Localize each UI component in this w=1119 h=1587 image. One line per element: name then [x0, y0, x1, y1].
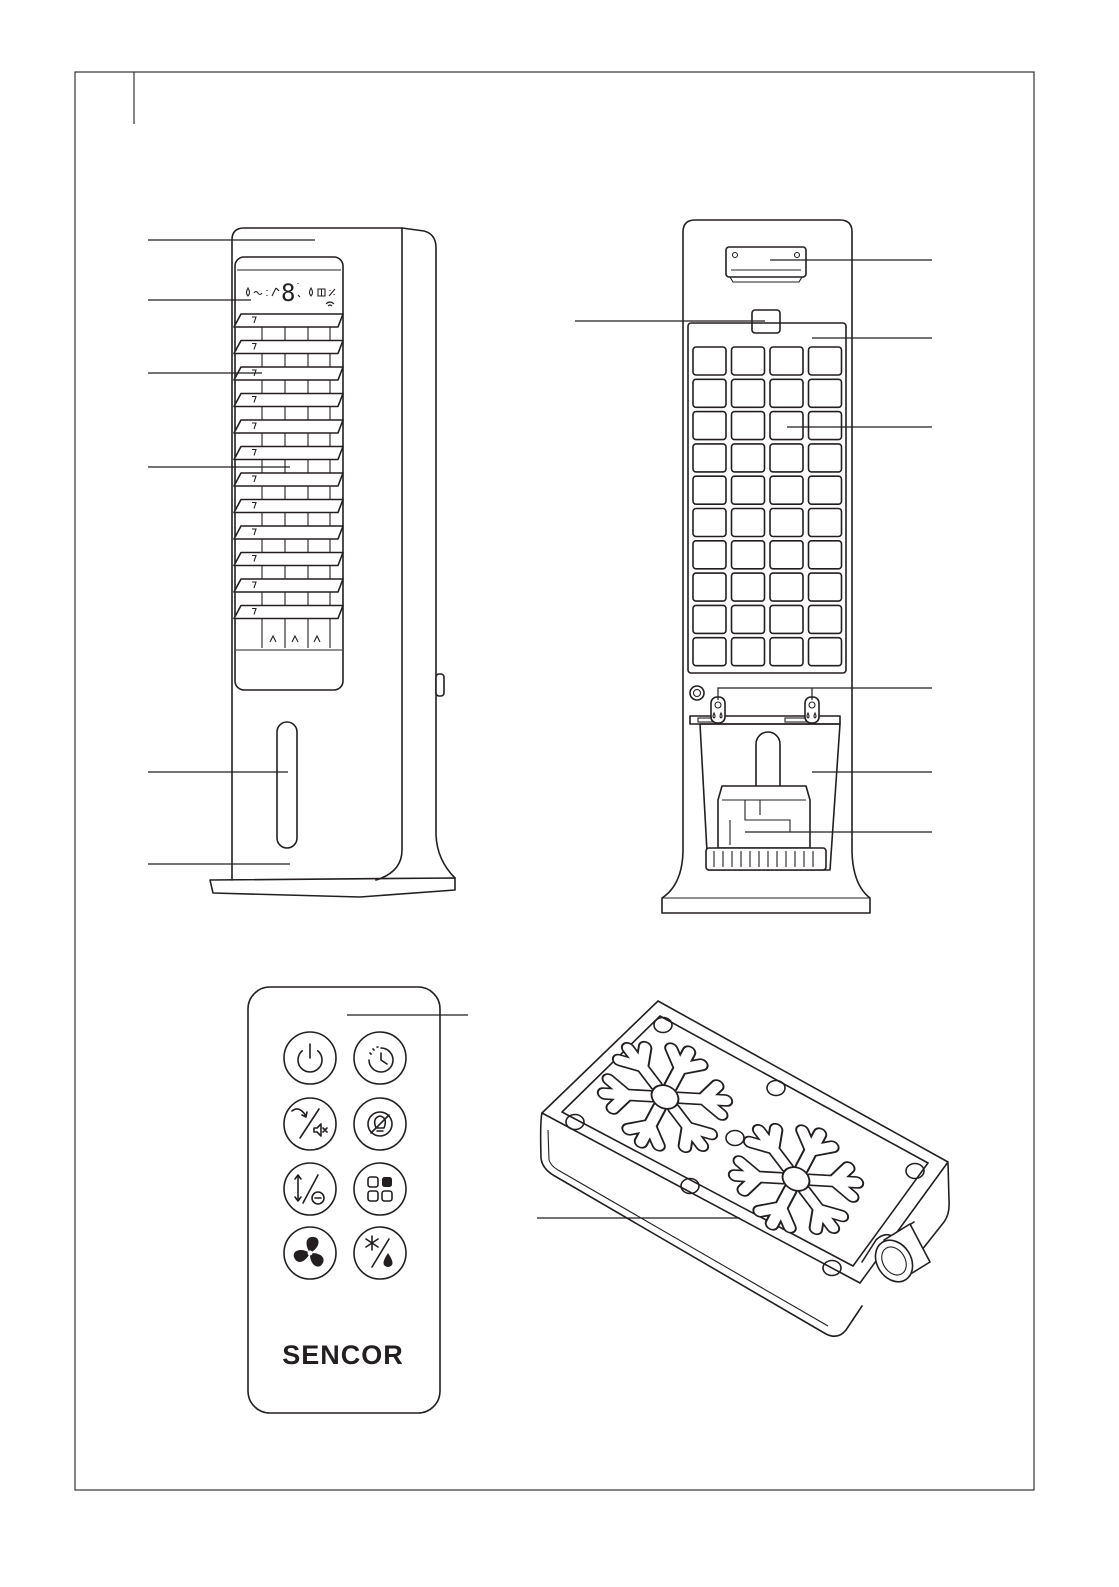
light-off-icon	[368, 1112, 392, 1136]
grid-icon	[318, 289, 325, 296]
filter-cell	[693, 444, 726, 472]
filter-grid	[693, 347, 842, 666]
hook-tab	[805, 697, 819, 723]
filter-cell	[732, 573, 765, 601]
louver	[234, 314, 343, 327]
louver	[234, 526, 343, 539]
snowflake-right	[716, 1104, 877, 1254]
filter-cell	[732, 347, 765, 375]
wifi-icon	[326, 302, 334, 306]
filter-cell	[809, 573, 842, 601]
filter-cell	[809, 605, 842, 633]
filter-cell	[770, 605, 803, 633]
screw-head	[690, 686, 704, 700]
screw-slot	[694, 690, 701, 697]
cool-humidify-icon	[366, 1236, 393, 1267]
timer-icon	[369, 1047, 393, 1072]
filter-cell	[809, 347, 842, 375]
filter-cell	[809, 444, 842, 472]
filter-cell	[809, 541, 842, 569]
swing-mute-icon	[292, 1109, 327, 1138]
filter-cell	[693, 412, 726, 440]
louver	[234, 500, 343, 513]
filter-cell	[770, 509, 803, 537]
filter-cell	[732, 509, 765, 537]
filter-cell	[732, 379, 765, 407]
mode-icon	[368, 1177, 392, 1201]
callout-line	[718, 688, 932, 700]
hook-tab	[711, 697, 725, 723]
water-drop-icon	[247, 288, 250, 296]
button-ring	[354, 1163, 406, 1215]
ice-pack-hole	[654, 1018, 672, 1033]
percent-icon	[329, 289, 335, 296]
ice-pack-side	[541, 1113, 949, 1336]
tank-ribbed-bottom	[706, 848, 826, 870]
handle-screw	[795, 253, 800, 258]
filter-cell	[770, 638, 803, 666]
fan-speed-icon	[292, 1237, 326, 1268]
ice-pack-hole	[726, 1131, 744, 1146]
louver	[234, 394, 343, 407]
handle-frame	[726, 247, 806, 277]
filter-cell	[770, 347, 803, 375]
filter-cell	[693, 573, 726, 601]
filter-cell	[732, 605, 765, 633]
filter-cell	[809, 412, 842, 440]
filter-cell	[693, 638, 726, 666]
water-tank	[700, 724, 840, 870]
water-level-window	[277, 722, 297, 848]
filter-cell	[693, 347, 726, 375]
front-louvers	[234, 314, 343, 619]
filter-cell	[809, 638, 842, 666]
filter-cell	[809, 379, 842, 407]
filter-cell	[693, 476, 726, 504]
front-base	[210, 878, 455, 897]
timer-button	[354, 1032, 406, 1084]
front-view-unit	[210, 228, 455, 897]
louver	[234, 553, 343, 566]
filter-cell	[732, 444, 765, 472]
filter-cell	[770, 573, 803, 601]
filter-cell	[809, 476, 842, 504]
filter-cell	[770, 444, 803, 472]
power-icon	[298, 1044, 322, 1072]
light-off-button	[354, 1098, 406, 1150]
rear-callouts	[575, 260, 932, 832]
drain-screw	[690, 686, 704, 700]
swing-minus-icon	[295, 1175, 324, 1204]
side-knob	[436, 674, 444, 696]
tank-hook-right	[805, 697, 819, 723]
louver-base-marks	[270, 636, 320, 642]
front-side-panel	[376, 228, 455, 880]
mode-button	[354, 1163, 406, 1215]
humidity-drop-icon	[310, 288, 313, 296]
filter-cell	[693, 509, 726, 537]
cool-humidify-button	[354, 1227, 406, 1279]
filter-cell	[732, 638, 765, 666]
swing-minus-button	[284, 1163, 336, 1215]
button-ring	[354, 1032, 406, 1084]
louver	[234, 473, 343, 486]
swing-icon	[272, 288, 279, 296]
filter-cell	[770, 379, 803, 407]
filter-cell	[693, 605, 726, 633]
filter-cell	[693, 541, 726, 569]
degree-marks-icon	[298, 283, 300, 297]
tank-hook-left	[711, 697, 725, 723]
louver	[234, 420, 343, 433]
filter-cell	[770, 476, 803, 504]
louver	[234, 447, 343, 460]
ice-pack	[537, 1001, 949, 1336]
pump-housing	[718, 786, 810, 848]
rear-view-unit	[662, 220, 870, 913]
filter-cell	[732, 541, 765, 569]
wave-icon	[254, 292, 262, 295]
filter-cell	[770, 541, 803, 569]
display-digit: 8	[281, 279, 296, 307]
rail-slot	[785, 718, 807, 722]
filter-cell	[732, 412, 765, 440]
fan-speed-button	[284, 1227, 336, 1279]
filter-cell	[770, 412, 803, 440]
ice-pack-plug	[862, 1222, 930, 1289]
louver	[234, 579, 343, 592]
remote-control	[248, 987, 468, 1413]
remote-brand-logo: SENCOR	[282, 1340, 404, 1370]
swing-mute-button	[284, 1098, 336, 1150]
power-button	[284, 1032, 336, 1084]
louver	[234, 341, 343, 354]
carry-handle	[726, 247, 806, 282]
filter-cell	[693, 379, 726, 407]
ice-pack-hole	[767, 1081, 785, 1096]
control-display	[247, 279, 336, 307]
louver	[234, 606, 343, 619]
filter-cell	[732, 476, 765, 504]
louver-clip	[270, 636, 320, 642]
filter-cell	[809, 509, 842, 537]
snowflake-left	[585, 1022, 746, 1172]
handle-screw	[733, 253, 738, 258]
